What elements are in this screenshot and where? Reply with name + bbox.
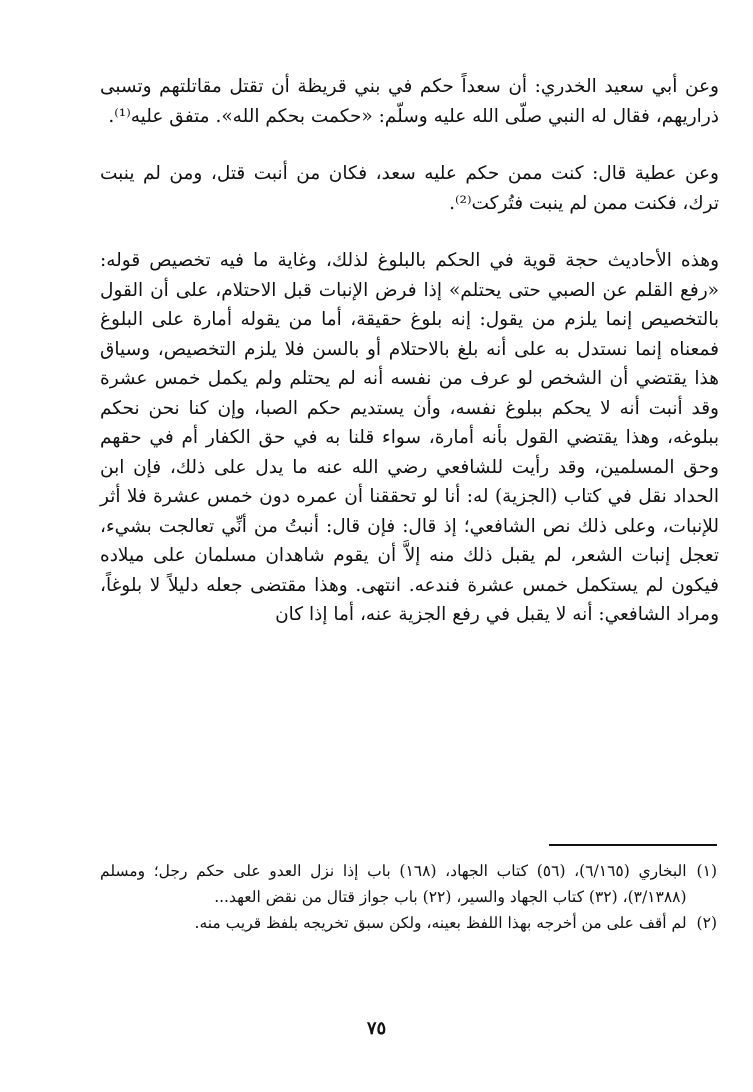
footnote-divider	[549, 844, 717, 846]
footnote-number: (١)	[696, 862, 717, 880]
footnote-text: البخاري (٦/١٦٥)، (٥٦) كتاب الجهاد، (١٦٨) باب إذا نزل العدو على حكم رجل؛ ومسلم (٣/١٣٨٨)، (٣٢) كتاب الجهاد والسير، (٢٢) باب جواز قتال من نقض العهد...	[100, 862, 687, 906]
footnote-text: لم أقف على من أخرجه بهذا اللفظ بعينه، ولكن سبق تخريجه بلفظ قريب منه.	[194, 914, 687, 932]
paragraph-gap	[100, 218, 719, 246]
paragraph-discussion: وهذه الأحاديث حجة قوية في الحكم بالبلوغ لذلك، وغاية ما فيه تخصيص قوله: «رفع القلم عن الصبي حتى يحتلم» إذا فرض الإنبات قبل الاحتلام، على أن القول بالتخصيص إنما يلزم من يقول: إنه بلوغ حقيقة، أما من يقوله أمارة على البلوغ فمعناه إنما نستدل به على أنه بلغ بالاحتلام أو بالسن فلا يلزم التخصيص، وسياق هذا يقتضي أن الشخص لو عرف من نفسه أنه لم يحتلم ولم يكمل خمس عشرة وقد أنبت أنه لا يحكم ببلوغ نفسه، وأن يستديم حكم الصبا، وإن كنا نحن نحكم ببلوغه، وهذا يقتضي القول بأنه أمارة، سواء قلنا به في حق الكفار أم في حقهم وحق المسلمين، وقد رأيت للشافعي رضي الله عنه ما يدل على ذلك، فإن ابن الحداد نقل في كتاب (الجزية) له: أنا لو تحققنا أن عمره دون خمس عشرة فلا أثر للإنبات، وعلى ذلك نص الشافعي؛ إذ قال: فإن قال: أنبتُ من أنِّي تعالجت بشيء، تعجل إنبات الشعر، لم يقبل ذلك منه إلاَّ أن يقوم شاهدان مسلمان على ميلاده فيكون لم يستكمل خمس عشرة فندعه. انتهى. وهذا مقتضى جعله دليلاً لا بلوغاً، ومراد الشافعي: أنه لا يقبل في رفع الجزية عنه، أما إذا كان	[100, 250, 719, 625]
page-number: ٧٥	[366, 1018, 387, 1039]
paragraph-hadith-atiyya: وعن عطية قال: كنت ممن حكم عليه سعد، فكان من أنبت قتل، ومن لم ينبت ترك، فكنت ممن لم ينبت فتُركت⁽²⁾.	[100, 163, 719, 214]
footnote-2	[100, 910, 717, 936]
footnote-1	[100, 858, 717, 910]
main-text	[100, 72, 719, 630]
footnotes-section	[100, 858, 717, 936]
footnote-number: (٢)	[696, 914, 717, 932]
paragraph-hadith-saad: وعن أبي سعيد الخدري: أن سعداً حكم في بني قريظة أن تقتل مقاتلتهم وتسبى ذراريهم، فقال له النبي صلّى الله عليه وسلّم: «حكمت بحكم الله». متفق عليه⁽¹⁾.	[100, 76, 719, 127]
paragraph-gap	[100, 131, 719, 159]
